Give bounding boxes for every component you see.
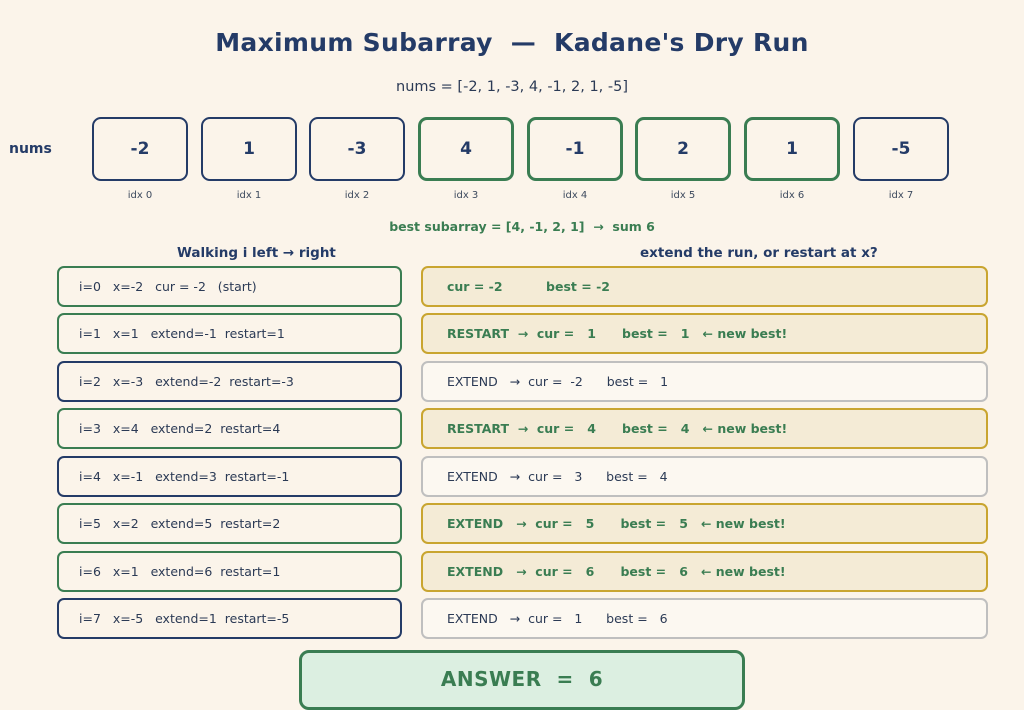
step-decision-4: EXTEND → cur = 3 best = 4	[421, 456, 988, 497]
array-cell-4: -1	[527, 117, 623, 181]
array-cell-1: 1	[201, 117, 297, 181]
step-state-5: i=5 x=2 extend=5 restart=2	[57, 503, 402, 544]
array-definition: nums = [-2, 1, -3, 4, -1, 2, 1, -5]	[396, 79, 628, 95]
step-state-1: i=1 x=1 extend=-1 restart=1	[57, 313, 402, 354]
step-state-7: i=7 x=-5 extend=1 restart=-5	[57, 598, 402, 639]
step-state-0: i=0 x=-2 cur = -2 (start)	[57, 266, 402, 307]
index-label-2: idx 2	[344, 190, 370, 201]
array-cell-0: -2	[92, 117, 188, 181]
step-decision-2: EXTEND → cur = -2 best = 1	[421, 361, 988, 402]
array-cell-6: 1	[744, 117, 840, 181]
answer-box: ANSWER = 6	[299, 650, 745, 710]
index-label-7: idx 7	[888, 190, 914, 201]
index-label-0: idx 0	[127, 190, 153, 201]
right-column-heading: extend the run, or restart at x?	[640, 245, 878, 261]
step-decision-1: RESTART → cur = 1 best = 1 ← new best!	[421, 313, 988, 354]
index-label-6: idx 6	[779, 190, 805, 201]
step-state-3: i=3 x=4 extend=2 restart=4	[57, 408, 402, 449]
step-state-4: i=4 x=-1 extend=3 restart=-1	[57, 456, 402, 497]
page-title: Maximum Subarray — Kadane's Dry Run	[215, 28, 809, 57]
index-label-4: idx 4	[562, 190, 588, 201]
step-state-2: i=2 x=-3 extend=-2 restart=-3	[57, 361, 402, 402]
array-cell-3: 4	[418, 117, 514, 181]
array-cell-5: 2	[635, 117, 731, 181]
step-decision-3: RESTART → cur = 4 best = 4 ← new best!	[421, 408, 988, 449]
array-cell-2: -3	[309, 117, 405, 181]
step-state-6: i=6 x=1 extend=6 restart=1	[57, 551, 402, 592]
index-label-5: idx 5	[670, 190, 696, 201]
index-label-3: idx 3	[453, 190, 479, 201]
step-decision-6: EXTEND → cur = 6 best = 6 ← new best!	[421, 551, 988, 592]
step-decision-0: cur = -2 best = -2	[421, 266, 988, 307]
array-cell-7: -5	[853, 117, 949, 181]
step-decision-7: EXTEND → cur = 1 best = 6	[421, 598, 988, 639]
nums-row-label: nums	[9, 141, 52, 157]
index-label-1: idx 1	[236, 190, 262, 201]
left-column-heading: Walking i left → right	[177, 245, 336, 261]
best-subarray-note: best subarray = [4, -1, 2, 1] → sum 6	[389, 219, 655, 234]
step-decision-5: EXTEND → cur = 5 best = 5 ← new best!	[421, 503, 988, 544]
